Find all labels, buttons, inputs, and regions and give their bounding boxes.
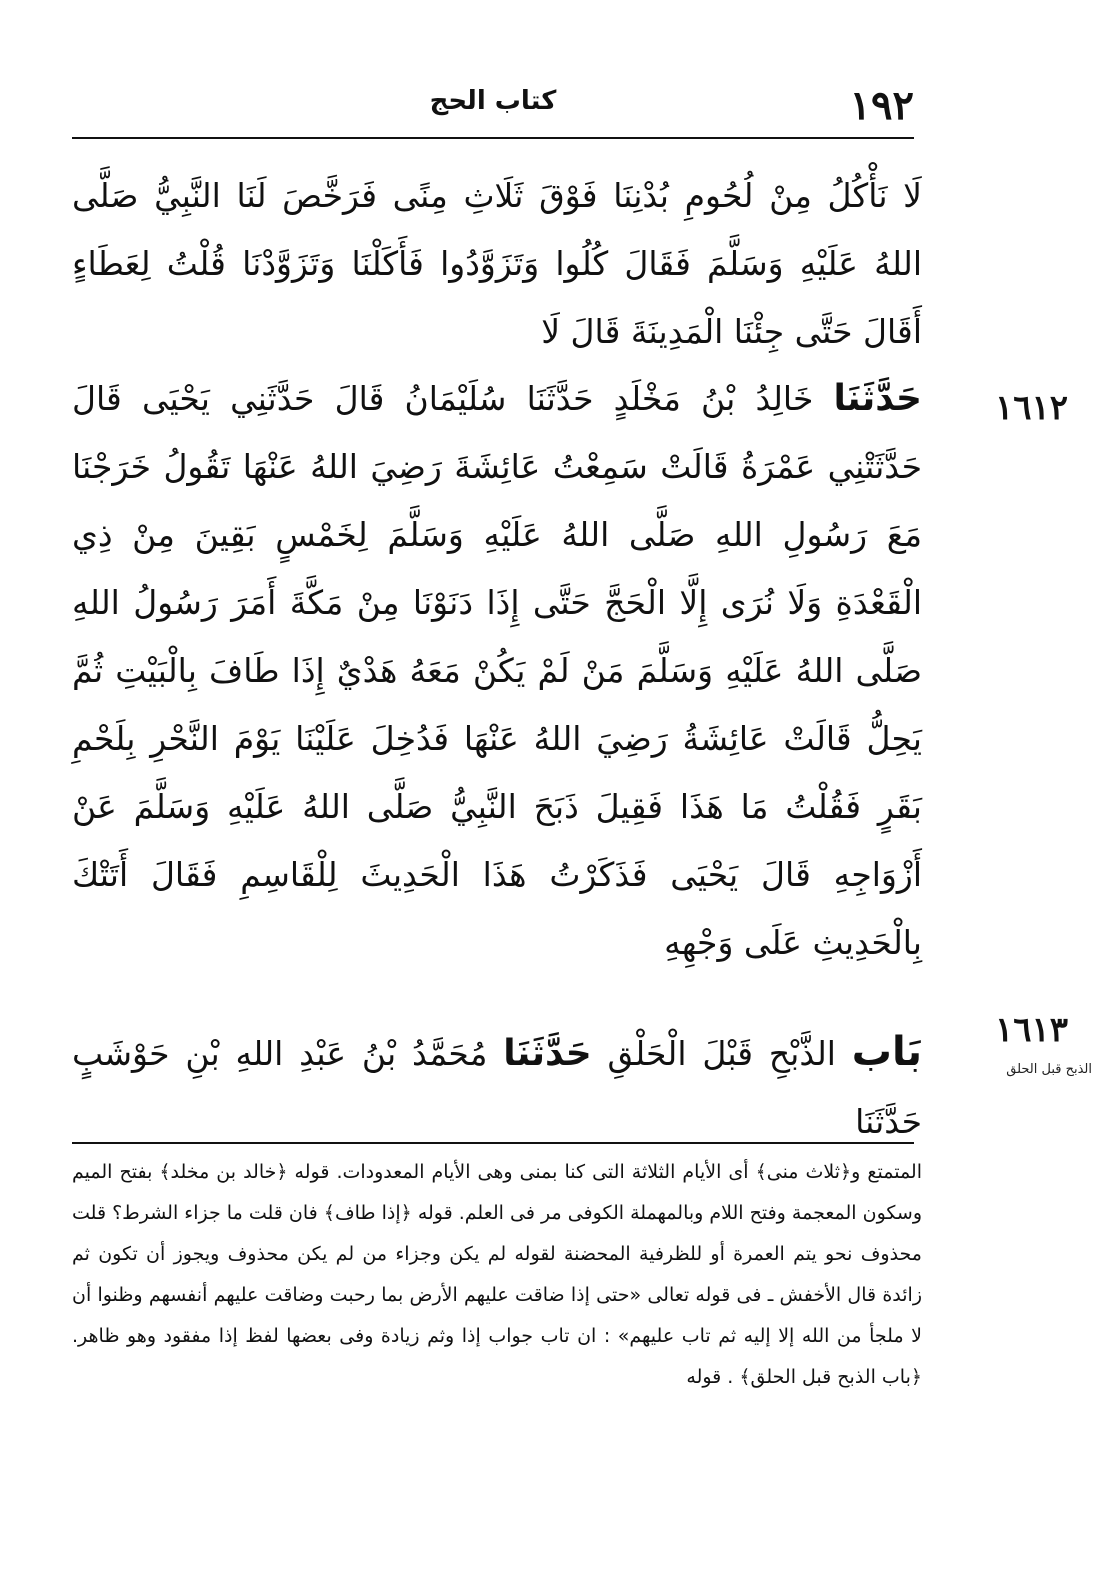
chapter-label: بَاب (851, 1029, 922, 1075)
chapter-title: الذَّبْحِ قَبْلَ الْحَلْقِ (607, 1034, 836, 1073)
page-header (72, 78, 914, 134)
margin-note: الذبح قبل الحلق (1006, 1062, 1092, 1077)
book-title: كتاب الحج (429, 86, 557, 116)
header-rule (72, 137, 914, 139)
footnotes: المتمتع و﴿ثلاث منى﴾ أى الأيام الثلاثة التى كنا بمنى وهى الأيام المعدودات. قوله ﴿خالد بن مخلد﴾ بفتح الميم وسكون المعجمة وفتح اللام وبالمهملة الكوفى مر فى العلم. قوله ﴿إذا طاف﴾ فان قلت ما جزاء الشرط؟ قلت محذوف نحو يتم العمرة أو للظرفية المحضنة لقوله لم يكن وجزاء من لم يكن محذوف ويجوز أن تكون ثم زائدة قال الأخفش ـ فى قوله تعالى «حتى إذا ضاقت عليهم الأرض بما رحبت وضاقت عليهم أنفسهم وظنوا أن لا ملجأ من الله إلا إليه ثم تاب عليهم» : ان تاب جواب إذا وثم زيادة وفى بعضها لفظ إذا مفقود وهو ظاهر. ﴿باب الذبح قبل الحلق﴾ . قوله (72, 1161, 922, 1388)
hadith-opener: حَدَّثَنَا (833, 378, 922, 419)
page-number: ١٩٢ (849, 82, 914, 129)
hadith-text: لَا نَأْكُلُ مِنْ لُحُومِ بُدْنِنَا فَوْقَ ثَلَاثِ مِنًى فَرَخَّصَ لَنَا النَّبِيُّ صَلَّى اللهُ عَلَيْهِ وَسَلَّمَ فَقَالَ كُلُوا وَتَزَوَّدُوا فَأَكَلْنَا وَتَزَوَّدْنَا قُلْتُ لِعَطَاءٍ أَقَالَ حَتَّى جِئْنَا الْمَدِينَةَ قَالَ لَا (72, 176, 922, 351)
hadith-opener: حَدَّثَنَا (503, 1033, 592, 1074)
hadith-1611-continuation (72, 162, 922, 366)
hadith-1613 (72, 1018, 922, 1156)
hadith-text: مُحَمَّدُ بْنُ عَبْدِ اللهِ بْنِ حَوْشَبٍ حَدَّثَنَا (72, 1034, 922, 1141)
hadith-number: ١٦١٢ (994, 388, 1068, 428)
footnote-rule (72, 1142, 914, 1144)
hadith-text: خَالِدُ بْنُ مَخْلَدٍ حَدَّثَنَا سُلَيْمَانُ قَالَ حَدَّثَنِي يَحْيَى قَالَ حَدَّثَتْنِي عَمْرَةُ قَالَتْ سَمِعْتُ عَائِشَةَ رَضِيَ اللهُ عَنْهَا تَقُولُ خَرَجْنَا مَعَ رَسُولِ اللهِ صَلَّى اللهُ عَلَيْهِ وَسَلَّمَ لِخَمْسٍ بَقِينَ مِنْ ذِي الْقَعْدَةِ وَلَا نُرَى إِلَّا الْحَجَّ حَتَّى إِذَا دَنَوْنَا مِنْ مَكَّةَ أَمَرَ رَسُولُ اللهِ صَلَّى اللهُ عَلَيْهِ وَسَلَّمَ مَنْ لَمْ يَكُنْ مَعَهُ هَدْيٌ إِذَا طَافَ بِالْبَيْتِ ثُمَّ يَحِلُّ قَالَتْ عَائِشَةُ رَضِيَ اللهُ عَنْهَا فَدُخِلَ عَلَيْنَا يَوْمَ النَّحْرِ بِلَحْمِ بَقَرٍ فَقُلْتُ مَا هَذَا فَقِيلَ ذَبَحَ النَّبِيُّ صَلَّى اللهُ عَلَيْهِ وَسَلَّمَ عَنْ أَزْوَاجِهِ قَالَ يَحْيَى فَذَكَرْتُ هَذَا الْحَدِيثَ لِلْقَاسِمِ فَقَالَ أَتَتْكَ بِالْحَدِيثِ عَلَى وَجْهِهِ (72, 379, 922, 962)
hadith-number: ١٦١٣ (994, 1010, 1068, 1050)
hadith-1612 (72, 365, 922, 977)
